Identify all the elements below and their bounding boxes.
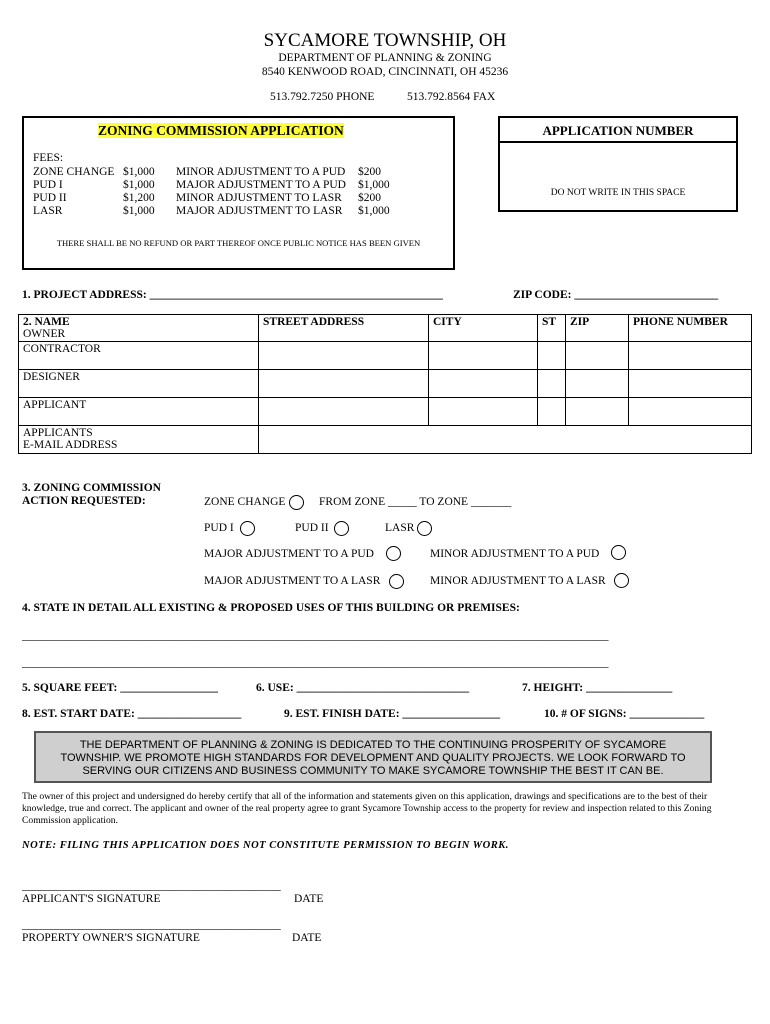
row-contractor-label: CONTRACTOR [19, 342, 259, 370]
column-header-zip: ZIP [566, 315, 629, 342]
fee-minor-lasr-name: MINOR ADJUSTMENT TO LASR [176, 192, 342, 204]
table-cell[interactable] [629, 370, 752, 398]
fee-lasr-name: LASR [33, 205, 63, 217]
row-designer-label: DESIGNER [19, 370, 259, 398]
banner-line-1: THE DEPARTMENT OF PLANNING & ZONING IS DEDICATED TO THE CONTINUING PROSPERITY OF SYCAMORE [79, 739, 667, 751]
fee-pud1-amount: $1,000 [123, 179, 155, 191]
fax-number: 513.792.8564 FAX [407, 91, 496, 103]
applicant-date-label: DATE [294, 893, 324, 905]
fee-zone-change-name: ZONE CHANGE [33, 166, 115, 178]
refund-note: THERE SHALL BE NO REFUND OR PART THEREOF ONCE PUBLIC NOTICE HAS BEEN GIVEN [56, 238, 421, 248]
minor-lasr-label: MINOR ADJUSTMENT TO A LASR [430, 575, 606, 587]
certification-text: The owner of this project and undersigned do hereby certify that all of the information and statements given on this application, drawings and specifications are to the best of their knowledge, true and correct. The applicant and owner of the real property agree to grant Sycamore Township access to the property for review and inspection related to this Zoning Commission application. [22, 791, 712, 826]
column-header-state: ST [538, 315, 566, 342]
owner-signature-line[interactable]: _____________________________________________ [22, 919, 281, 931]
table-cell[interactable] [259, 342, 429, 370]
column-header-name: 2. NAME OWNER [19, 315, 259, 342]
table-cell[interactable] [429, 398, 538, 426]
uses-line-1[interactable]: ______________________________________________________________________________________________________ [22, 630, 609, 642]
major-lasr-radio[interactable] [389, 574, 404, 589]
table-header-row [19, 315, 752, 342]
finish-date-field[interactable]: 9. EST. FINISH DATE: _________________ [284, 708, 501, 720]
table-row-email [19, 426, 752, 454]
mission-banner [34, 731, 712, 783]
major-lasr-label: MAJOR ADJUSTMENT TO A LASR [204, 575, 381, 587]
signs-field[interactable]: 10. # OF SIGNS: _____________ [544, 708, 705, 720]
department-address: 8540 KENWOOD ROAD, CINCINNATI, OH 45236 [261, 66, 509, 78]
table-cell[interactable] [629, 342, 752, 370]
column-header-street: STREET ADDRESS [259, 315, 429, 342]
number-box-divider [500, 141, 736, 143]
table-cell[interactable] [629, 398, 752, 426]
fee-minor-pud-amount: $200 [358, 166, 381, 178]
pud2-radio[interactable] [334, 521, 349, 536]
table-cell[interactable] [538, 370, 566, 398]
table-row-designer [19, 370, 752, 398]
from-zone-to-zone-field[interactable]: FROM ZONE _____ TO ZONE _______ [319, 496, 512, 508]
table-cell[interactable] [259, 370, 429, 398]
action-label-line2: ACTION REQUESTED: [22, 495, 146, 507]
owner-signature-label: PROPERTY OWNER'S SIGNATURE [22, 932, 200, 944]
application-number-title: APPLICATION NUMBER [542, 123, 694, 138]
minor-lasr-radio[interactable] [614, 573, 629, 588]
project-address-field[interactable]: 1. PROJECT ADDRESS: ___________________________________________________ [22, 289, 443, 301]
table-cell[interactable] [566, 398, 629, 426]
email-cell[interactable] [259, 426, 752, 454]
fees-label: FEES: [33, 152, 64, 164]
start-date-field[interactable]: 8. EST. START DATE: __________________ [22, 708, 242, 720]
fee-major-lasr-amount: $1,000 [358, 205, 390, 217]
row-applicant-label: APPLICANT [19, 398, 259, 426]
applicant-signature-label: APPLICANT'S SIGNATURE [22, 893, 161, 905]
fee-pud2-amount: $1,200 [123, 192, 155, 204]
phone-number: 513.792.7250 PHONE [270, 91, 375, 103]
table-cell[interactable] [538, 342, 566, 370]
fee-major-pud-amount: $1,000 [358, 179, 390, 191]
column-header-city: CITY [429, 315, 538, 342]
owner-date-label: DATE [292, 932, 322, 944]
row-owner-label: OWNER [23, 328, 66, 340]
uses-line-2[interactable]: ______________________________________________________________________________________________________ [22, 657, 609, 669]
fee-zone-change-amount: $1,000 [123, 166, 155, 178]
minor-pud-label: MINOR ADJUSTMENT TO A PUD [430, 548, 600, 560]
banner-line-3: SERVING OUR CITIZENS AND BUSINESS COMMUNITY TO MAKE SYCAMORE TOWNSHIP THE BEST IT CAN BE. [82, 765, 664, 777]
height-field[interactable]: 7. HEIGHT: _______________ [522, 682, 673, 694]
major-pud-radio[interactable] [386, 546, 401, 561]
minor-pud-radio[interactable] [611, 545, 626, 560]
table-cell[interactable] [259, 398, 429, 426]
table-row-applicant [19, 398, 752, 426]
table-cell[interactable] [538, 398, 566, 426]
zone-change-label: ZONE CHANGE [204, 496, 286, 508]
use-field[interactable]: 6. USE: ______________________________ [256, 682, 470, 694]
fee-lasr-amount: $1,000 [123, 205, 155, 217]
pud2-label: PUD II [295, 522, 329, 534]
zip-code-field[interactable]: ZIP CODE: _________________________ [513, 289, 719, 301]
pud1-radio[interactable] [240, 521, 255, 536]
township-title: SYCAMORE TOWNSHIP, OH [263, 30, 507, 51]
department-name: DEPARTMENT OF PLANNING & ZONING [278, 52, 492, 64]
application-title: ZONING COMMISSION APPLICATION [98, 123, 344, 138]
fee-minor-lasr-amount: $200 [358, 192, 381, 204]
table-cell[interactable] [429, 342, 538, 370]
row-email-label: APPLICANTS E-MAIL ADDRESS [19, 426, 259, 454]
fee-pud1-name: PUD I [33, 179, 63, 191]
fee-major-pud-name: MAJOR ADJUSTMENT TO A PUD [176, 179, 346, 191]
column-header-phone: PHONE NUMBER [629, 315, 752, 342]
pud1-label: PUD I [204, 522, 234, 534]
contacts-table [18, 314, 752, 454]
lasr-label: LASR [385, 522, 415, 534]
banner-line-2: TOWNSHIP. WE PROMOTE HIGH STANDARDS FOR DEVELOPMENT AND QUALITY PROJECTS. WE LOOK FORWARD TO [60, 752, 686, 764]
table-cell[interactable] [429, 370, 538, 398]
table-cell[interactable] [566, 342, 629, 370]
applicant-signature-line[interactable]: _____________________________________________ [22, 880, 281, 892]
table-row-contractor [19, 342, 752, 370]
fee-major-lasr-name: MAJOR ADJUSTMENT TO LASR [176, 205, 343, 217]
fee-pud2-name: PUD II [33, 192, 67, 204]
major-pud-label: MAJOR ADJUSTMENT TO A PUD [204, 548, 374, 560]
table-cell[interactable] [566, 370, 629, 398]
fee-minor-pud-name: MINOR ADJUSTMENT TO A PUD [176, 166, 346, 178]
zone-change-radio[interactable] [289, 495, 304, 510]
lasr-radio[interactable] [417, 521, 432, 536]
square-feet-field[interactable]: 5. SQUARE FEET: _________________ [22, 682, 218, 694]
action-label-line1: 3. ZONING COMMISSION [22, 482, 161, 494]
permission-note: NOTE: FILING THIS APPLICATION DOES NOT CONSTITUTE PERMISSION TO BEGIN WORK. [22, 840, 509, 851]
uses-label: 4. STATE IN DETAIL ALL EXISTING & PROPOSED USES OF THIS BUILDING OR PREMISES: [22, 602, 520, 614]
do-not-write-note: DO NOT WRITE IN THIS SPACE [550, 188, 686, 198]
